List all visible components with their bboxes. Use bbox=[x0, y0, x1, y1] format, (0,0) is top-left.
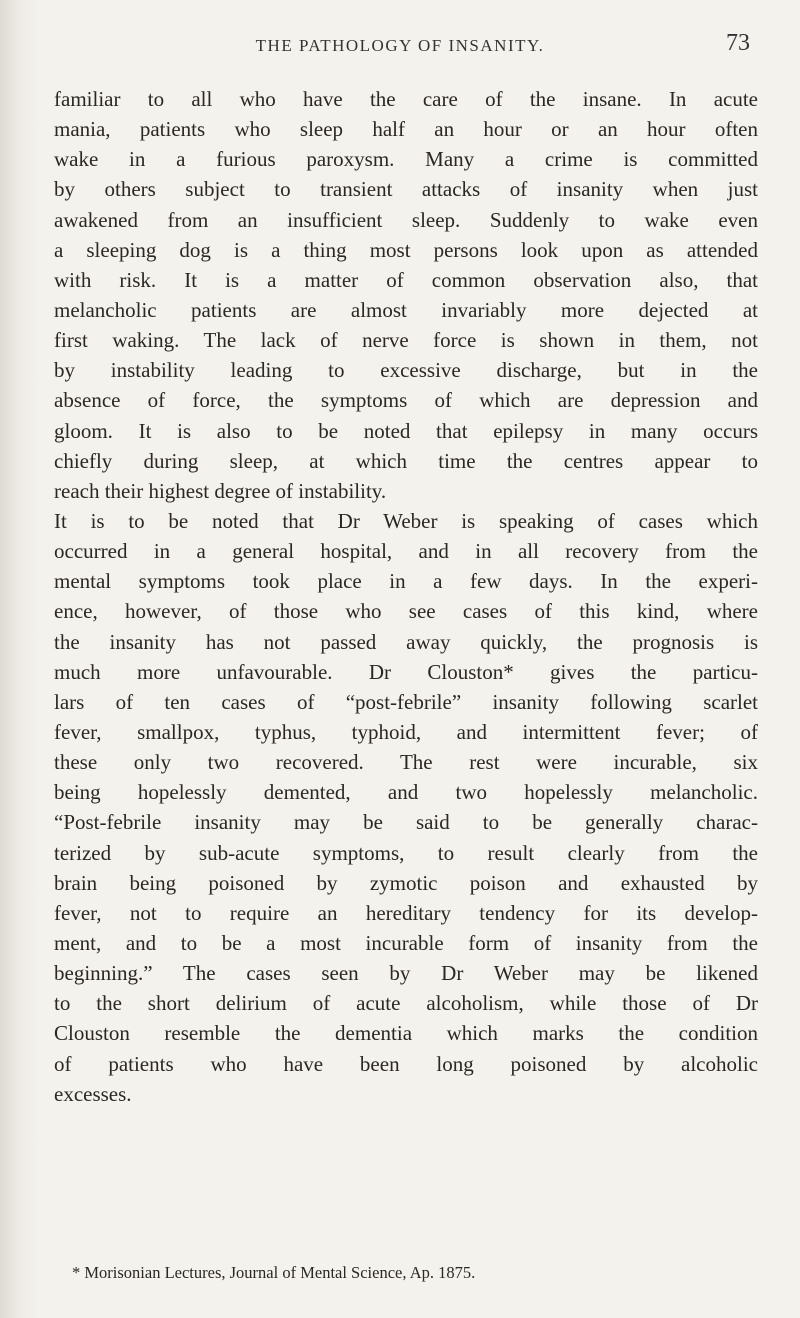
text-line: Clouston resemble the dementia which marks the condition bbox=[54, 1021, 758, 1046]
text-line: reach their highest degree of instability. bbox=[54, 478, 387, 503]
text-line: mental symptoms took place in a few days. In the experi- bbox=[54, 569, 758, 594]
text-line: of patients who have been long poisoned by alcoholic bbox=[54, 1051, 758, 1076]
text-line: to the short delirium of acute alcoholism, while those of Dr bbox=[54, 991, 758, 1016]
text-line: familiar to all who have the care of the insane. In acute bbox=[54, 87, 758, 111]
text-line: gloom. It is also to be noted that epilepsy in many occurs bbox=[54, 418, 758, 443]
text-line: occurred in a general hospital, and in all recovery from the bbox=[54, 539, 758, 564]
text-line: the insanity has not passed away quickly, the prognosis is bbox=[54, 629, 758, 654]
text-line: with risk. It is a matter of common observation also, that bbox=[54, 267, 758, 292]
text-line: awakened from an insufficient sleep. Suddenly to wake even bbox=[54, 207, 758, 232]
text-line: by instability leading to excessive discharge, but in the bbox=[54, 358, 758, 383]
text-line: much more unfavourable. Dr Clouston* gives the particu- bbox=[54, 659, 758, 684]
text-line: wake in a furious paroxysm. Many a crime is committed bbox=[54, 147, 758, 172]
text-line: brain being poisoned by zymotic poison and exhausted by bbox=[54, 870, 758, 895]
text-line: these only two recovered. The rest were incurable, six bbox=[54, 750, 758, 775]
text-line: mania, patients who sleep half an hour or an hour often bbox=[54, 117, 758, 142]
text-line: by others subject to transient attacks of insanity when just bbox=[54, 177, 758, 202]
text-line: chiefly during sleep, at which time the centres appear to bbox=[54, 448, 758, 473]
text-line: “Post-febrile insanity may be said to be generally charac- bbox=[54, 810, 758, 835]
text-line: It is to be noted that Dr Weber is speaking of cases which bbox=[54, 508, 758, 533]
text-line: a sleeping dog is a thing most persons look upon as attended bbox=[54, 237, 758, 262]
text-line: first waking. The lack of nerve force is shown in them, not bbox=[54, 328, 758, 353]
text-line: ment, and to be a most incurable form of insanity from the bbox=[54, 930, 758, 955]
text-line: excesses. bbox=[54, 1081, 132, 1106]
page-number: 73 bbox=[726, 30, 750, 56]
text-line: fever, not to require an hereditary tendency for its develop- bbox=[54, 900, 758, 925]
body-text bbox=[54, 84, 758, 1109]
text-line: being hopelessly demented, and two hopelessly melancholic. bbox=[54, 780, 758, 805]
text-line: fever, smallpox, typhus, typhoid, and intermittent fever; of bbox=[54, 719, 758, 744]
text-line: beginning.” The cases seen by Dr Weber may be likened bbox=[54, 961, 758, 986]
text-line: terized by sub-acute symptoms, to result clearly from the bbox=[54, 840, 758, 865]
running-head: THE PATHOLOGY OF INSANITY. bbox=[255, 36, 545, 55]
text-line: absence of force, the symptoms of which are depression and bbox=[54, 388, 758, 413]
text-line: melancholic patients are almost invariably more dejected at bbox=[54, 297, 758, 322]
text-line: ence, however, of those who see cases of this kind, where bbox=[54, 599, 758, 624]
footnote: * Morisonian Lectures, Journal of Mental Science, Ap. 1875. bbox=[72, 1263, 476, 1282]
text-line: lars of ten cases of “post-febrile” insanity following scarlet bbox=[54, 689, 758, 714]
